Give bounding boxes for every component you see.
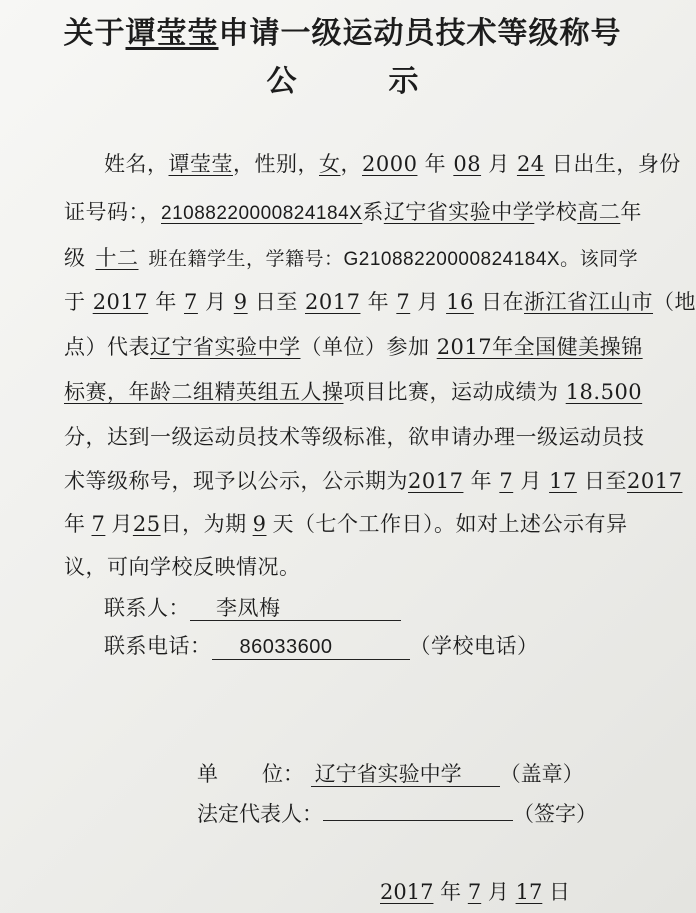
label-legal-representative: 法定代表人： [197, 802, 323, 826]
label-unit-1: 单 [197, 762, 218, 786]
grade-tail: 年 [620, 200, 642, 224]
text-fragment: 日 [549, 880, 570, 904]
student-registry-text: 班在籍学生，学籍号：G21088220000824184X。该同学 [148, 249, 639, 270]
text-fragment: 点）代表 [64, 335, 150, 359]
text-fragment: 月 [111, 512, 133, 536]
value-start-month: 7 [499, 469, 514, 493]
label-contact-person: 联系人： [104, 596, 190, 620]
value-contact-person: 李凤梅 [190, 596, 401, 621]
value-date-day: 17 [515, 880, 543, 904]
subtitle-char-2: 示 [388, 64, 419, 99]
value-place: 浙江省江山市 [524, 290, 654, 314]
contact-person-row [104, 594, 401, 622]
rep-note-signature: （签字） [513, 802, 597, 826]
value-from-day: 9 [233, 290, 248, 314]
body-line-4 [64, 288, 696, 316]
text-fragment: 年 [470, 469, 493, 493]
grade-head: 级 [64, 246, 86, 270]
value-gender: 女 [319, 152, 341, 176]
value-event-part-1: 2017年全国健美操锦 [436, 335, 643, 359]
text-fragment: 日，为期 [160, 512, 247, 536]
birth-tail: 日出生，身份 [551, 152, 681, 176]
text-fragment: 年 [440, 880, 462, 904]
value-from-year: 2017 [92, 290, 149, 314]
text-fragment: （单位）参加 [300, 335, 430, 359]
text-fragment: 天（七个工作日）。如对上述公示有异 [272, 512, 628, 536]
value-to-year: 2017 [305, 290, 361, 314]
phone-note: （学校电话） [409, 634, 539, 658]
month-char: 月 [488, 152, 510, 176]
value-event-part-2: 标赛，年龄二组精英组五人操 [64, 380, 344, 404]
value-end-year: 2017 [627, 469, 683, 493]
unit-note-stamp: （盖章） [499, 762, 584, 786]
text-fragment: 分，达到一级运动员技术等级标准，欲申请办理一级运动员技 [64, 425, 645, 449]
value-class-number: 十二 [95, 246, 139, 270]
comma: ， [340, 152, 362, 176]
body-line-6 [64, 378, 642, 406]
value-id-number: 21088220000824184X [161, 203, 363, 224]
contact-phone-row [104, 632, 539, 660]
value-date-year: 2017 [380, 880, 434, 904]
value-grade: 高二 [577, 200, 621, 224]
body-line-10 [64, 553, 301, 581]
label-gender: ，性别， [233, 152, 319, 176]
text-fragment: 月 [487, 880, 509, 904]
text-fragment: 年 [367, 290, 390, 314]
value-name: 谭莹莹 [168, 152, 233, 176]
text-fragment: 议，可向学校反映情况。 [64, 555, 301, 579]
signature-date-row [380, 878, 570, 906]
body-line-5 [64, 333, 643, 361]
year-char: 年 [424, 152, 447, 176]
school-prefix: 系 [362, 200, 384, 224]
document-title [0, 14, 685, 54]
signature-rep-row [197, 800, 597, 828]
value-birth-month: 08 [453, 152, 482, 176]
value-date-month: 7 [467, 880, 482, 904]
text-fragment: 项目比赛，运动成绩为 [343, 380, 559, 404]
value-birth-year: 2000 [362, 152, 418, 176]
value-to-day: 16 [446, 290, 474, 314]
body-line-2 [64, 198, 642, 228]
value-score: 18.500 [565, 380, 643, 404]
value-start-day: 17 [549, 469, 577, 493]
label-id-number: 证号码：， [64, 200, 161, 224]
signature-unit-row [197, 760, 584, 788]
text-fragment: 日至 [584, 469, 627, 493]
body-line-8 [64, 467, 682, 495]
value-birth-day: 24 [516, 152, 545, 176]
value-to-month: 7 [396, 290, 411, 314]
document-subtitle [0, 62, 685, 102]
text-fragment: 年 [64, 512, 86, 536]
text-fragment: 年 [155, 290, 177, 314]
value-unit: 辽宁省实验中学 [150, 335, 301, 359]
text-fragment: 日至 [254, 290, 298, 314]
school-suffix: 学校 [534, 200, 578, 224]
text-fragment: 月 [205, 290, 227, 314]
subtitle-char-1: 公 [266, 64, 297, 99]
title-suffix: 申请一级运动员技术等级称号 [218, 16, 622, 51]
text-fragment: 月 [417, 290, 439, 314]
value-days: 9 [252, 512, 267, 536]
value-contact-phone: 86033600 [212, 635, 410, 660]
value-signature-unit: 辽宁省实验中学 [311, 762, 500, 787]
text-fragment: 日在 [481, 290, 525, 314]
value-end-month: 7 [91, 512, 106, 536]
text-fragment: （地 [653, 290, 696, 314]
value-school: 辽宁省实验中学 [383, 200, 535, 224]
body-line-7 [64, 423, 645, 451]
label-name: 姓名， [104, 152, 169, 176]
text-fragment: 月 [520, 469, 542, 493]
title-athlete-name: 谭莹莹 [125, 16, 219, 51]
value-end-day: 25 [132, 512, 161, 536]
legal-representative-blank [323, 820, 513, 821]
value-start-year: 2017 [408, 469, 464, 493]
body-line-9 [64, 510, 627, 538]
text-fragment: 术等级称号，现予以公示，公示期为 [64, 469, 408, 493]
label-unit-2: 位： [262, 762, 304, 786]
body-line-3 [64, 244, 638, 274]
title-prefix: 关于 [63, 16, 126, 51]
text-fragment: 于 [64, 290, 86, 314]
value-from-month: 7 [184, 290, 198, 314]
label-contact-phone: 联系电话： [104, 634, 212, 658]
body-line-1 [104, 150, 681, 178]
